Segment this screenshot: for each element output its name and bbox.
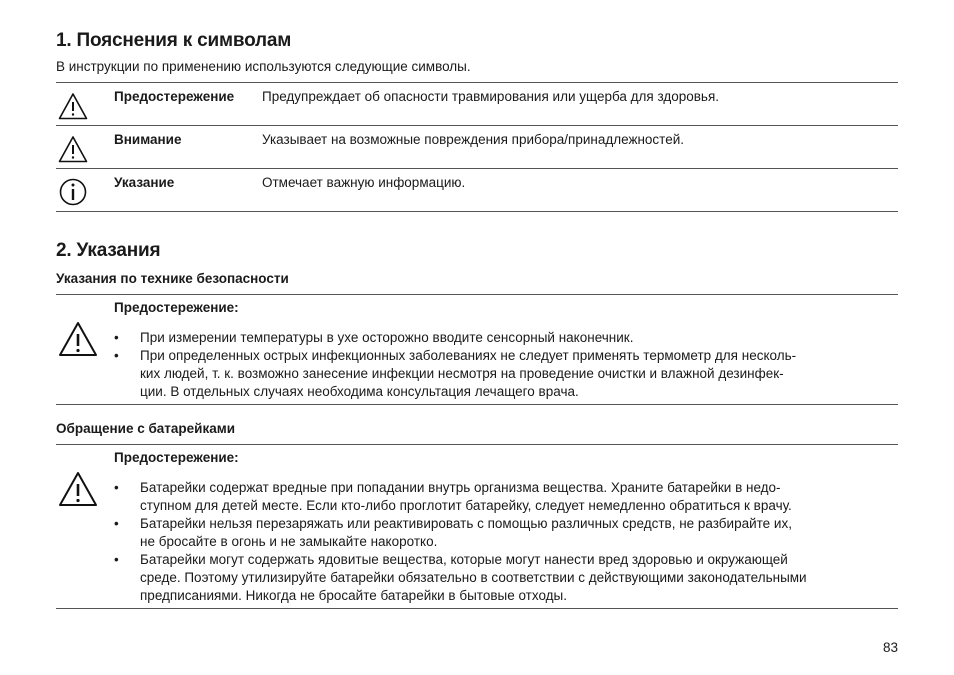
bullet: • (114, 552, 119, 567)
warning-triangle-icon (58, 135, 88, 163)
section2-title: 2. Указания (56, 240, 161, 261)
text-line: предписаниями. Никогда не бросайте батарейки в бытовые отходы. (140, 588, 568, 603)
text-line: Батарейки могут содержать ядовитые вещества, которые могут нанести вред здоровью и окружающей (140, 552, 788, 567)
symbol-description: Указывает на возможные повреждения прибора/принадлежностей. (262, 132, 685, 147)
text-line: не бросайте в огонь и не замыкайте накоротко. (140, 534, 438, 549)
batteries-heading: Обращение с батарейками (56, 421, 236, 436)
symbol-term: Предостережение (114, 89, 235, 104)
symbol-row-attention (56, 126, 898, 169)
text-line: Батарейки нельзя перезаряжать или реактивировать с помощью различных средств, не разбирайте их, (140, 516, 792, 531)
text-line: ступном для детей месте. Если кто-либо проглотит батарейку, следует немедленно обратиться к врачу. (140, 498, 792, 513)
warning-label: Предостережение: (114, 300, 239, 315)
text-line: Батарейки содержат вредные при попадании внутрь организма вещества. Храните батарейки в недо- (140, 480, 781, 495)
list-item (56, 551, 898, 605)
bullet: • (114, 348, 119, 363)
safety-heading: Указания по технике безопасности (56, 271, 289, 286)
symbol-description: Предупреждает об опасности травмирования или ущерба для здоровья. (262, 89, 720, 104)
list-item (56, 329, 898, 347)
bullet: • (114, 516, 119, 531)
list-item (56, 347, 898, 401)
bullet: • (114, 480, 119, 495)
text-line: ции. В отдельных случаях необходима консультация лечащего врача. (140, 384, 579, 399)
safety-list (56, 329, 898, 401)
symbol-row-caution (56, 83, 898, 126)
warning-triangle-icon (58, 92, 88, 120)
symbols-table (56, 82, 898, 212)
section1-intro: В инструкции по применению используются следующие символы. (56, 59, 471, 74)
document-page (56, 28, 898, 609)
text-line: При измерении температуры в ухе осторожно вводите сенсорный наконечник. (140, 330, 634, 345)
text-line: среде. Поэтому утилизируйте батарейки обязательно в соответствии с действующими законодательными (140, 570, 807, 585)
list-item (56, 515, 898, 551)
list-item (56, 479, 898, 515)
page-number: 83 (882, 640, 898, 655)
bullet: • (114, 330, 119, 345)
symbol-term: Указание (114, 175, 175, 190)
symbol-description: Отмечает важную информацию. (262, 175, 466, 190)
symbol-row-note (56, 169, 898, 212)
batteries-list (56, 479, 898, 605)
warning-label: Предостережение: (114, 450, 239, 465)
safety-warning-box (56, 294, 898, 405)
text-line: ких людей, т. к. возможно занесение инфекции несмотря на проведение очистки и влажной дезинфек- (140, 366, 784, 381)
section1-title: 1. Пояснения к символам (56, 30, 292, 51)
info-circle-icon (58, 178, 88, 206)
text-line: При определенных острых инфекционных заболеваниях не следует применять термометр для несколь- (140, 348, 797, 363)
batteries-warning-box (56, 444, 898, 609)
symbol-term: Внимание (114, 132, 182, 147)
